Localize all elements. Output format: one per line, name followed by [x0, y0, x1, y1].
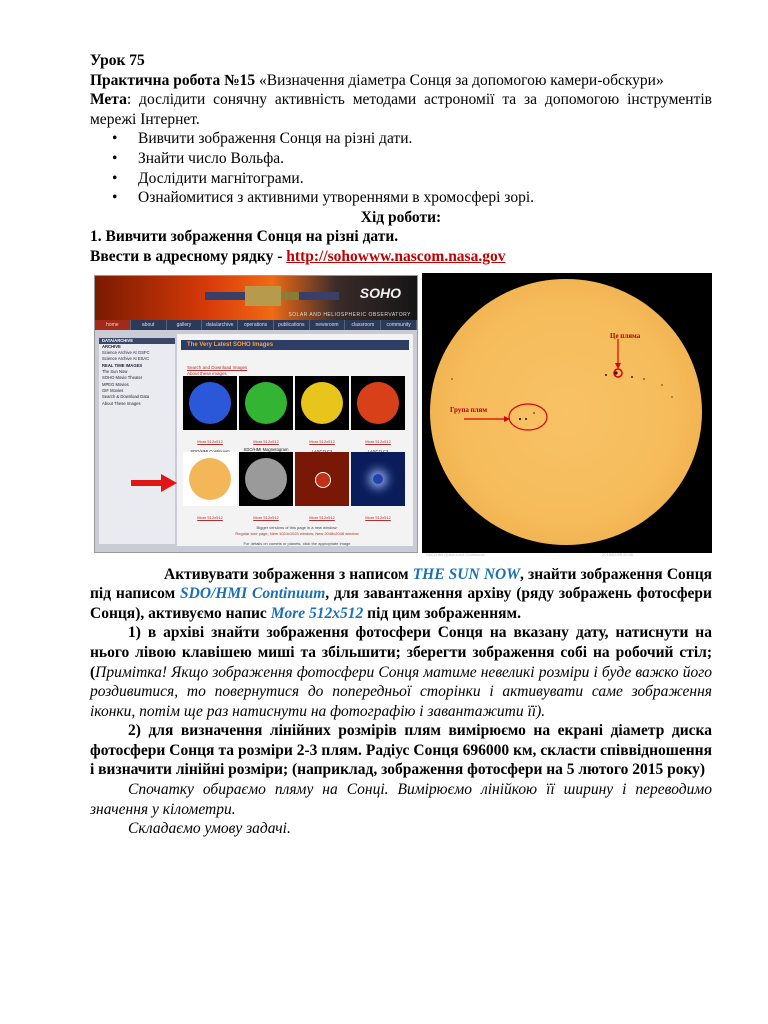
goal-text: : дослідити сонячну активність методами астрономії та за допомогою інструментів мережі Інтернет. — [90, 91, 712, 128]
sidebar-item[interactable]: Science Archive At GSFC — [102, 350, 150, 356]
soho-nav-item[interactable]: operations — [238, 320, 274, 330]
soho-nav-item[interactable]: newsroom — [310, 320, 346, 330]
soho-nav-item[interactable]: about — [131, 320, 167, 330]
paragraph-activate: Активувати зображення з написом THE SUN NOW, знайти зображення Сонця під написом SDO/HMI Continuum, для завантаження архіву (ряду зображень фотосфери Сонця), активуємо напис More 512x512 під цим зображенням. — [90, 565, 713, 622]
goal — [90, 90, 712, 129]
work-title — [90, 71, 712, 91]
paragraph-compose-task: Складаємо умову задачі. — [128, 820, 291, 838]
sidebar-item[interactable]: About These Images — [102, 400, 141, 406]
soho-nav-item[interactable]: data/archive — [202, 320, 238, 330]
soho-nav-item[interactable]: publications — [274, 320, 310, 330]
thumb-lasco-c2[interactable] — [295, 452, 349, 506]
sidebar-item[interactable]: The Sun Now — [102, 369, 128, 375]
sidebar-item: ARCHIVE — [102, 343, 121, 349]
soho-subtitle: SOLAR AND HELIOSPHERIC OBSERVATORY — [288, 311, 411, 318]
more-link[interactable]: More 512x512 — [365, 514, 391, 520]
sidebar-item[interactable]: SOHO Movie Theater — [102, 375, 143, 381]
thumb-label: SDO/HMI Magnetogram — [243, 446, 289, 452]
more-512-label: More 512x512 — [270, 604, 364, 622]
thumb-eit171[interactable] — [183, 376, 237, 430]
hmi-continuum-label: SDO/HMI Continuum — [180, 585, 326, 603]
sun-caption-right: 2015/02/05 20:00 — [602, 551, 634, 557]
more-link[interactable]: More 512x512 — [253, 514, 279, 520]
sidebar-item[interactable]: MPEG Movies — [102, 381, 129, 387]
task-list — [90, 129, 712, 207]
soho-main-title: The Very Latest SOHO Images — [181, 340, 409, 350]
procedure-heading: Хід роботи: — [360, 208, 442, 226]
paragraph-step-2: 2) для визначення лінійних розмірів плям вимірюємо на екрані діаметр диска фотосфери Сонця та розміри 2-3 плям. Радіус Сонця 696000 км, скласти співвідношення і визначити лінійні розміри; (наприклад, зображення фотосфери на 5 лютого 2015 року) — [90, 722, 712, 779]
sidebar-item: REAL TIME IMAGES — [102, 362, 143, 368]
soho-footer-note: Bigger versions of this page in a new window: — [256, 524, 338, 530]
sidebar-item[interactable]: Science Archive At ESAC — [102, 356, 150, 362]
bullet-icon: • — [112, 149, 118, 167]
more-link[interactable]: More 512x512 — [197, 514, 223, 520]
address-line — [90, 247, 712, 267]
soho-nav-item[interactable]: community — [381, 320, 417, 330]
document-page — [90, 51, 712, 839]
more-link[interactable]: More 512x512 — [365, 438, 391, 444]
soho-about-link[interactable]: About these images — [187, 370, 227, 376]
label-sunspot: Це пляма — [610, 331, 641, 340]
thumb-hmi-magnetogram[interactable] — [239, 452, 293, 506]
figure-images — [92, 273, 712, 557]
thumb-eit195[interactable] — [239, 376, 293, 430]
thumb-eit284[interactable] — [295, 376, 349, 430]
bullet-icon: • — [112, 169, 118, 187]
soho-nav-item[interactable]: classroom — [345, 320, 381, 330]
label-sunspot-group: Група плям — [450, 405, 488, 414]
paragraph-choose-spot: Спочатку обираємо пляму на Сонці. Вимірюємо лінійкою її ширину і переводимо значення у кілометри. — [90, 781, 712, 818]
list-item: • Дослідити магнітограми. — [112, 169, 304, 187]
note-text: Примітка! Якщо зображення фотосфери Сонця матиме невеликі розміри і буде важко його роздивитися, то повернутися до попередньої сторінки і активувати саме зображення іконки, потім ще раз натиснути на фотографію і завантажити її). — [90, 663, 712, 720]
sun-caption-left: SDO/HMI Quick-Look Continuum — [426, 551, 485, 557]
soho-nav — [95, 320, 417, 330]
the-sun-now-label: THE SUN NOW — [412, 565, 520, 583]
more-link[interactable]: More 512x512 — [253, 438, 279, 444]
soho-main — [177, 334, 413, 546]
bullet-icon: • — [112, 189, 118, 207]
soho-banner — [95, 276, 417, 320]
list-item: • Вивчити зображення Сонця на різні дати. — [112, 130, 413, 148]
thumb-eit304[interactable] — [351, 376, 405, 430]
soho-nav-item[interactable]: gallery — [167, 320, 203, 330]
more-link[interactable]: More 512x512 — [309, 438, 335, 444]
work-title-text: «Визначення діаметра Сонця за допомогою камери-обскури» — [255, 71, 664, 89]
soho-sidebar — [99, 338, 175, 544]
soho-nav-item[interactable]: home — [95, 320, 131, 330]
more-link[interactable]: More 512x512 — [309, 514, 335, 520]
soho-footer-details: For details on comets or planets, click the appropriate image — [243, 540, 351, 546]
list-item: • Знайти число Вольфа. — [112, 149, 284, 167]
soho-link[interactable]: http://sohowww.nascom.nasa.gov — [286, 247, 506, 265]
step1-heading: 1. Вивчити зображення Сонця на різні дати. — [90, 228, 399, 246]
soho-website-screenshot — [94, 275, 418, 553]
thumb-hmi-continuum[interactable] — [183, 452, 237, 506]
sidebar-item[interactable]: GIF Movies — [102, 387, 124, 393]
soho-footer-links[interactable]: Regular size page, New 1024x1024 window, New 2048x2048 window — [235, 530, 359, 536]
work-title-prefix: Практична робота №15 — [90, 71, 256, 89]
sidebar-item: DATA/ARCHIVE — [99, 338, 175, 344]
bullet-icon: • — [112, 130, 118, 148]
thumb-lasco-c3[interactable] — [351, 452, 405, 506]
sun-photosphere-image — [422, 273, 712, 557]
soho-logo: SOHO — [359, 284, 401, 301]
sidebar-item[interactable]: Search & Download Data — [102, 394, 150, 400]
lesson-number: Урок 75 — [90, 52, 145, 69]
address-text: Ввести в адресному рядку - — [90, 247, 287, 265]
soho-search-link[interactable]: Search and Download Images — [187, 364, 248, 370]
goal-label: Мета — [90, 91, 127, 109]
paragraph-step-1: 1) в архіві знайти зображення фотосфери Сонця на вказану дату, натиснути на нього лівою клавішею миші та збільшити; зберегти зображення собі на робочий стіл; (Примітка! Якщо зображення фотосфери Сонця матиме невеликі розміри і буде важко його роздивитися, то повернутися до попередньої сторінки і активувати саме зображення іконки, потім ще раз натиснути на фотографію і завантажити її). — [90, 624, 712, 720]
red-arrow-icon — [131, 474, 177, 492]
more-link[interactable]: More 512x512 — [197, 438, 223, 444]
list-item: • Ознайомитися з активними утвореннями в хромосфері зорі. — [112, 189, 534, 207]
